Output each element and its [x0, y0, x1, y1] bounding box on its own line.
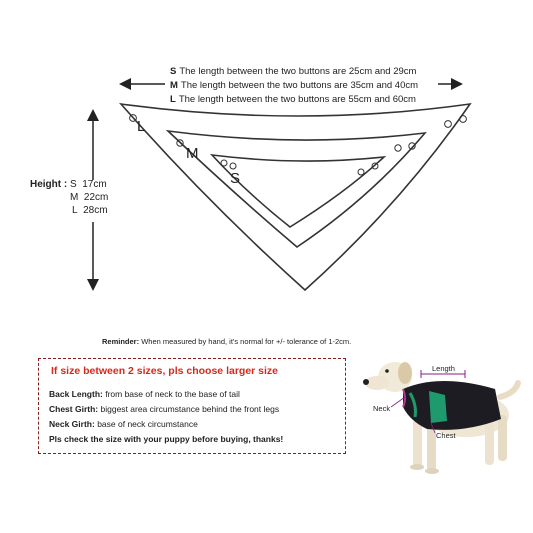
reminder-note — [102, 337, 351, 346]
dog-neck-label: Neck — [373, 404, 391, 413]
reminder-text: When measured by hand, it's normal for +/- tolerance of 1-2cm. — [141, 337, 352, 346]
size-text: The length between the two buttons are 25cm and 29cm — [179, 66, 417, 77]
bandana-small-outline — [212, 155, 384, 227]
height-block — [30, 178, 108, 217]
height-size: L — [72, 205, 78, 216]
dog-eye — [385, 369, 389, 373]
dog-paw — [425, 468, 439, 474]
height-row — [30, 178, 108, 191]
button-icon — [230, 163, 236, 169]
dog-ear — [398, 362, 412, 384]
reminder-label: Reminder: — [102, 337, 140, 346]
size-letter: L — [170, 94, 176, 105]
diagram-label-m: M — [186, 145, 199, 162]
diagram-label-l: L — [137, 118, 146, 135]
guide-term: Back Length: — [49, 389, 103, 399]
size-letter: S — [170, 66, 177, 77]
dog-paw — [410, 464, 424, 470]
guide-final-note: Pls check the size with your puppy before buying, thanks! — [49, 434, 284, 444]
dog-vest — [403, 381, 501, 430]
button-icon — [460, 116, 467, 123]
button-icon — [395, 145, 401, 151]
guide-term: Neck Girth: — [49, 419, 95, 429]
guide-desc: biggest area circumstance behind the front legs — [100, 404, 280, 414]
guide-item-back-length — [49, 389, 240, 399]
dog-nose — [363, 379, 369, 385]
diagram-label-s: S — [230, 170, 241, 187]
size-text: The length between the two buttons are 55cm and 60cm — [178, 94, 416, 105]
guide-heading: If size between 2 sizes, pls choose larger size — [51, 365, 279, 377]
dog-chest-label: Chest — [436, 431, 456, 440]
size-text: The length between the two buttons are 35cm and 40cm — [180, 80, 419, 91]
dog-length-label: Length — [432, 364, 455, 373]
height-size: M — [70, 192, 79, 203]
size-guide-box — [38, 358, 346, 454]
guide-desc: base of neck circumstance — [97, 419, 198, 429]
height-row — [30, 204, 108, 217]
height-value: 17cm — [82, 179, 107, 190]
guide-term: Chest Girth: — [49, 404, 99, 414]
button-icon — [358, 169, 364, 175]
vest-panel — [429, 391, 447, 423]
guide-item-chest-girth — [49, 404, 279, 414]
guide-item-neck-girth — [49, 419, 198, 429]
dog-leg — [485, 417, 494, 465]
height-row — [30, 191, 108, 204]
bandana-medium-outline — [168, 131, 425, 247]
height-label: Height : — [30, 179, 68, 190]
height-value: 28cm — [83, 205, 108, 216]
button-icon — [445, 121, 452, 128]
height-size: S — [70, 179, 77, 190]
dog-leg — [498, 415, 507, 461]
dog-tail — [500, 383, 518, 397]
dog-leg — [413, 419, 422, 467]
guide-desc: from base of neck to the base of tail — [105, 389, 240, 399]
height-value: 22cm — [83, 192, 109, 203]
dog-photo — [355, 355, 525, 485]
button-icon — [221, 160, 227, 166]
size-letter: M — [170, 80, 178, 91]
